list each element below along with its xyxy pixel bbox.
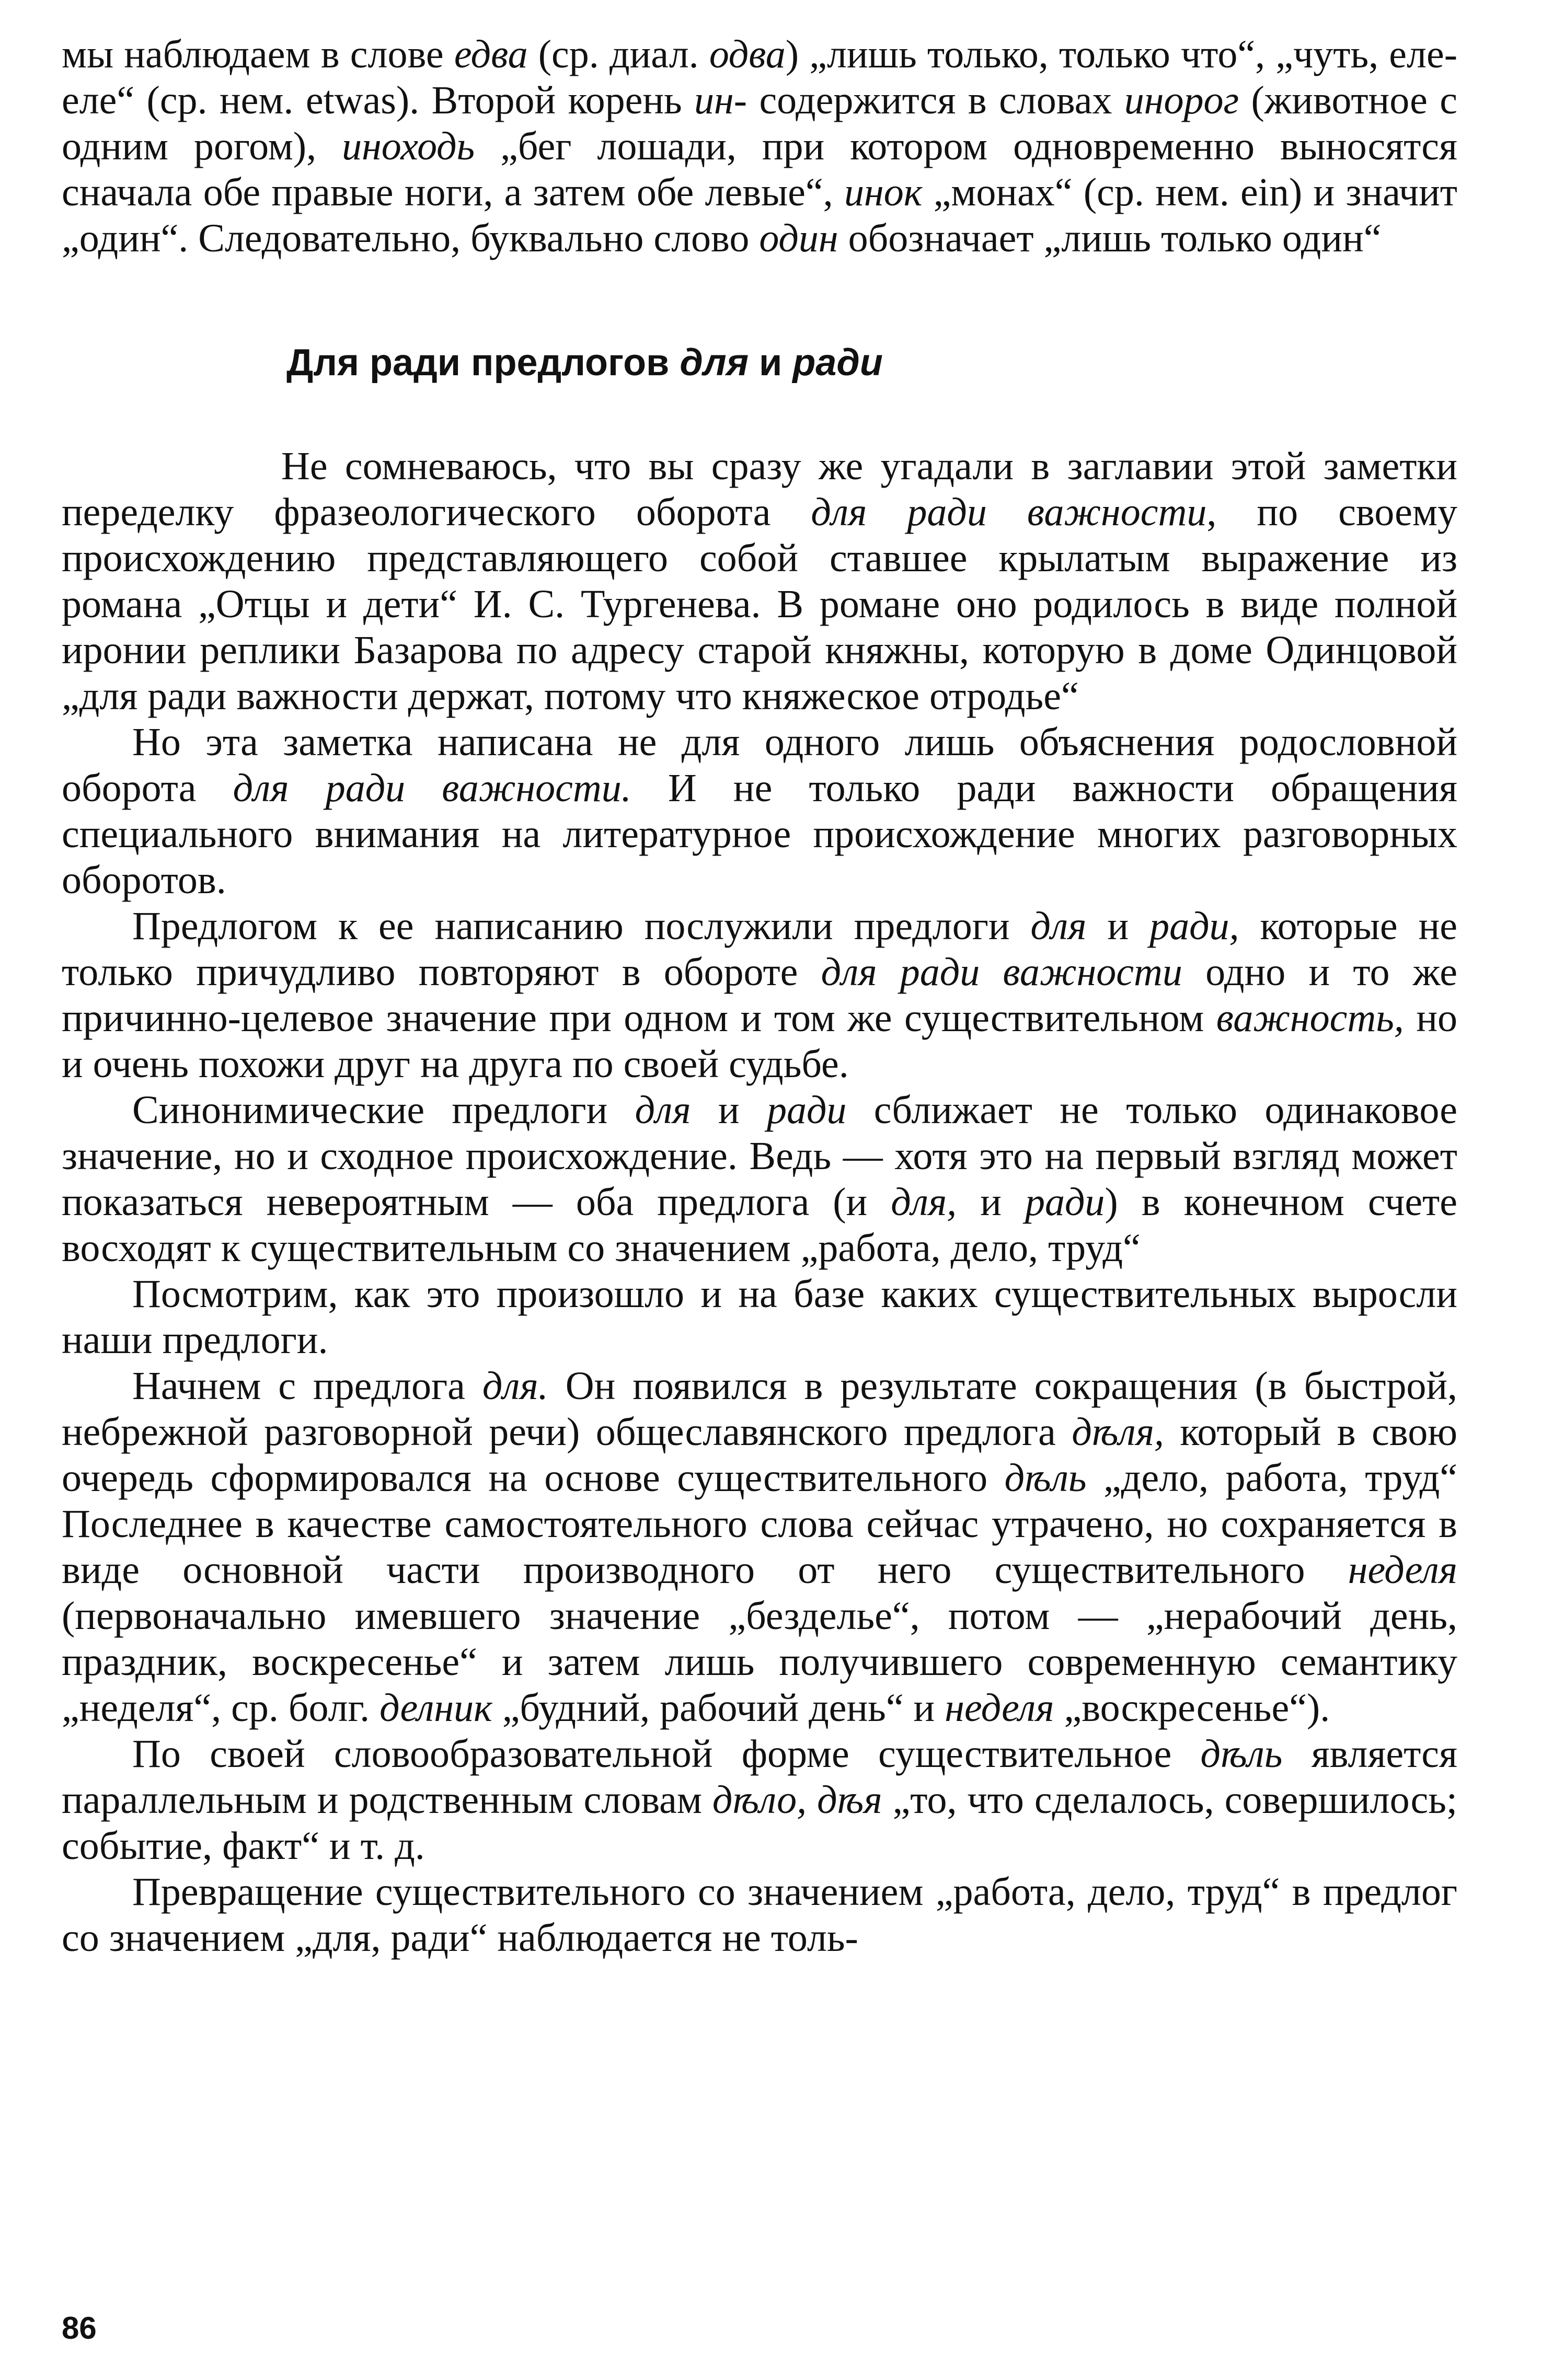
italic-term: ради [766,1088,847,1132]
text-run: Предлогом к ее написанию послужили предлоги [132,904,1031,948]
text-run: Начнем с предлога [132,1364,482,1408]
text-run: мы наблюдаем в слове [62,32,454,76]
text-run: ) в конечном счете восходят к существительным со значением „работа, дело, труд“ [62,1180,1458,1270]
italic-term: одва [709,32,786,76]
italic-term: инок [844,170,923,214]
italic-term: ин- [694,78,748,122]
text-run: И не только ради важности обращения специального внимания на литературное происхождение многих разговорных оборотов. [62,766,1457,902]
text-run: Синонимические предлоги [132,1088,635,1132]
text-run: „то, что сделалось, совершилось; событие, факт“ и т. д. [62,1778,1458,1868]
italic-term: ради, [1149,904,1239,948]
text-run: и [749,342,793,384]
text-run: которые не только причудливо повторяют в обороте [62,904,1457,994]
italic-term: неделя [945,1686,1054,1730]
italic-term: для ради важности [821,950,1182,994]
italic-term: важность, [1216,996,1404,1040]
italic-term: для. [482,1364,548,1408]
text-run: „воскресенье“). [1054,1686,1330,1730]
text-run: , по своему происхождению представляющего собой ставшее крылатым выражение из романа „Отцы и дети“ И. С. Тургенева. В романе оно родилось в виде полной иронии реплики Базарова по адресу старой княжны, которую в доме Одинцовой „для ради важности держат, потому что княжеское отродье“ [62,490,1457,718]
text-run: Он появился в результате сокращения (в быстрой, небрежной разговорной речи) общеславянского предлога [62,1364,1457,1454]
text-run: и [957,1180,1025,1224]
italic-term: неделя [1348,1548,1457,1592]
italic-term: дѣло, дѣя [712,1778,882,1822]
italic-term: для [635,1088,691,1132]
text-run: и [1086,904,1150,948]
text-run: „дело, работа, труд“ Последнее в качестве самостоятельного слова сейчас утрачено, но сохраняется в виде основной части производного от него существительного [62,1456,1457,1592]
text-run: сближает не только одинаковое значение, но и сходное происхождение. Ведь — хотя это на первый взгляд может показаться невероятным — оба предлога (и [62,1088,1457,1224]
body-paragraph-block [62,443,1457,1961]
text-run: Превращение существительного со значением „работа, дело, труд“ в предлог со значением „для, ради“ наблюдается не толь- [62,1870,1457,1960]
text-run: Посмотрим, как это произошло и на базе каких существительных выросли наши предлоги. [62,1272,1457,1362]
paragraph [62,719,1457,903]
text-run: (первоначально имевшего значение „безделье“, потом — „нерабочий день, праздник, воскресенье“ и затем лишь получившего современную семантику „неделя“, ср. болг. [62,1594,1457,1730]
italic-term: иноходь [342,124,475,168]
paragraph [62,1087,1457,1271]
italic-term: дѣль [1004,1456,1087,1500]
italic-term: дѣль [1200,1732,1283,1776]
paragraph [62,1869,1457,1961]
italic-term: дѣля, [1072,1410,1164,1454]
text-run: По своей словообразовательной форме существительное [132,1732,1201,1776]
text-run: и [691,1088,767,1132]
text-run: одно и то же причинно-целевое значение при одном и том же существительном [62,950,1457,1040]
text-run: „бег лошади, при котором одновременно выносятся сначала обе правые ноги, а затем обе левые“, [62,124,1457,214]
italic-term: делник [380,1686,492,1730]
italic-term: ради [792,342,883,384]
italic-term: для [680,342,749,384]
italic-term: для ради важности [811,490,1207,534]
italic-term: инорог [1124,78,1239,122]
italic-term: для ради важности. [233,766,631,810]
italic-term: едва [454,32,528,76]
paragraph [62,443,1457,719]
text-run: Для ради предлогов [286,342,680,384]
text-run: обозначает „лишь только один“ [838,216,1382,260]
text-run: Не сомневаюсь, что вы сразу же угадали в заглавии этой заметки переделку фразеологического оборота [62,444,1457,534]
top-paragraph-block [62,31,1457,261]
page-number: 86 [62,2310,97,2346]
text-run: является параллельным и родственным словам [62,1732,1457,1822]
paragraph [62,1731,1457,1869]
text-run: который в свою очередь сформировался на основе существительного [62,1410,1457,1500]
text-run: Но эта заметка написана не для одного лишь объяснения родословной оборота [62,720,1457,810]
text-run: ) „лишь только, только что“, „чуть, еле-еле“ (ср. нем. etwas). Второй корень [62,32,1457,122]
text-run: содержится в словах [747,78,1124,122]
italic-term: для, [891,1180,957,1224]
text-run: „монах“ (ср. нем. ein) и значит „один“. Следовательно, буквально слово [62,170,1457,260]
italic-term: для [1030,904,1087,948]
text-run: (ср. диал. [527,32,709,76]
italic-term: ради [1025,1180,1105,1224]
text-run: „будний, рабочий день“ и [492,1686,945,1730]
italic-term: один [759,216,838,260]
text-run: (животное с одним рогом), [62,78,1457,168]
text-run: но и очень похожи друг на друга по своей судьбе. [62,996,1458,1086]
paragraph [62,903,1457,1087]
section-heading [286,340,1457,386]
paragraph [62,31,1457,261]
paragraph [62,1363,1457,1731]
paragraph [62,1271,1457,1363]
